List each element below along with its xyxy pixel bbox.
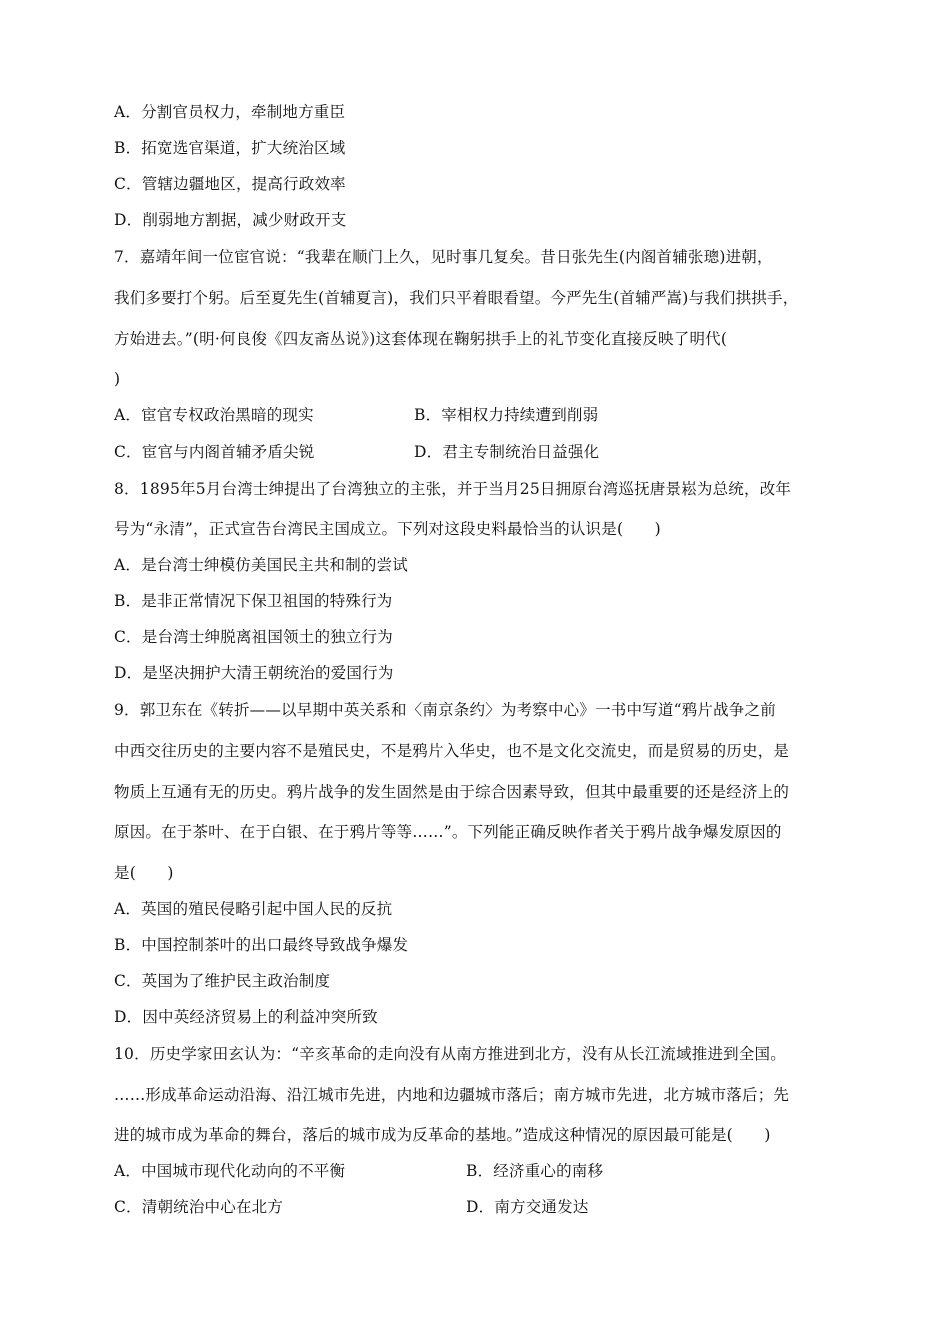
q8-option-d: D．是坚决拥护大清王朝统治的爱国行为 — [114, 664, 394, 682]
q7-option-a: A．宦官专权政治黑暗的现实 — [114, 406, 314, 424]
q7-option-b: B．宰相权力持续遭到削弱 — [414, 406, 599, 424]
q7-option-d: D．君主专制统治日益强化 — [414, 443, 600, 461]
q7-stem-line-3: 方始进去。”(明·何良俊《四友斋丛说》)这套体现在鞠躬拱手上的礼节变化直接反映了明代( — [114, 330, 728, 348]
q6-option-a: A．分割官员权力，牵制地方重臣 — [114, 103, 346, 121]
q9-stem-line-4: 原因。在于茶叶、在于白银、在于鸦片等等……”。下列能正确反映作者关于鸦片战争爆发原因的 — [114, 823, 782, 841]
q7-stem-line-2: 我们多要打个躬。后至夏先生(首辅夏言)，我们只平着眼看望。今严先生(首辅严嵩)与我们拱拱手， — [114, 289, 799, 307]
q8-stem-line-2: 号为“永清”，正式宣告台湾民主国成立。下列对这段史料最恰当的认识是( ) — [114, 520, 661, 538]
q10-stem-line-3: 进的城市成为革命的舞台，落后的城市成为反革命的基地。”造成这种情况的原因最可能是( ) — [114, 1126, 771, 1144]
q8-option-a: A．是台湾士绅模仿美国民主共和制的尝试 — [114, 556, 408, 574]
q10-option-b: B．经济重心的南移 — [466, 1162, 604, 1180]
q10-stem-line-1: 10．历史学家田玄认为：“辛亥革命的走向没有从南方推进到北方，没有从长江流域推进到全国。 — [114, 1045, 786, 1063]
q9-stem-line-1: 9．郭卫东在《转折——以早期中英关系和〈南京条约〉为考察中心》一书中写道“鸦片战争之前 — [114, 701, 776, 719]
q9-option-a: A．英国的殖民侵略引起中国人民的反抗 — [114, 900, 393, 918]
q10-stem-line-2: ……形成革命运动沿海、沿江城市先进，内地和边疆城市落后；南方城市先进，北方城市落后；先 — [114, 1086, 790, 1104]
q9-stem-line-2: 中西交往历史的主要内容不是殖民史，不是鸦片入华史，也不是文化交流史，而是贸易的历史，是 — [114, 742, 790, 760]
q8-option-c: C．是台湾士绅脱离祖国领土的独立行为 — [114, 628, 393, 646]
q8-stem-line-1: 8．1895年5月台湾士绅提出了台湾独立的主张，并于当月25日拥原台湾巡抚唐景崧为总统，改年 — [114, 480, 792, 498]
q10-option-c: C．清朝统治中心在北方 — [114, 1198, 284, 1216]
q9-stem-line-5: 是( ) — [114, 864, 174, 882]
q9-option-d: D．因中英经济贸易上的利益冲突所致 — [114, 1008, 378, 1026]
q9-stem-line-3: 物质上互通有无的历史。鸦片战争的发生固然是由于综合因素导致，但其中最重要的还是经济上的 — [114, 783, 790, 801]
q10-option-a: A．中国城市现代化动向的不平衡 — [114, 1162, 346, 1180]
q7-stem-line-1: 7．嘉靖年间一位宦官说：“我辈在顺门上久，见时事几复矣。昔日张先生(内阁首辅张璁)进朝， — [114, 248, 773, 266]
q7-option-c: C．宦官与内阁首辅矛盾尖锐 — [114, 443, 315, 461]
q10-option-d: D．南方交通发达 — [466, 1198, 589, 1216]
q9-option-b: B．中国控制茶叶的出口最终导致战争爆发 — [114, 936, 409, 954]
q6-option-c: C．管辖边疆地区，提高行政效率 — [114, 175, 346, 193]
q9-option-c: C．英国为了维护民主政治制度 — [114, 972, 331, 990]
q6-option-b: B．拓宽选官渠道，扩大统治区域 — [114, 139, 346, 157]
q7-stem-line-4: ) — [114, 370, 121, 388]
q8-option-b: B．是非正常情况下保卫祖国的特殊行为 — [114, 592, 393, 610]
q6-option-d: D．削弱地方割据，减少财政开支 — [114, 211, 347, 229]
